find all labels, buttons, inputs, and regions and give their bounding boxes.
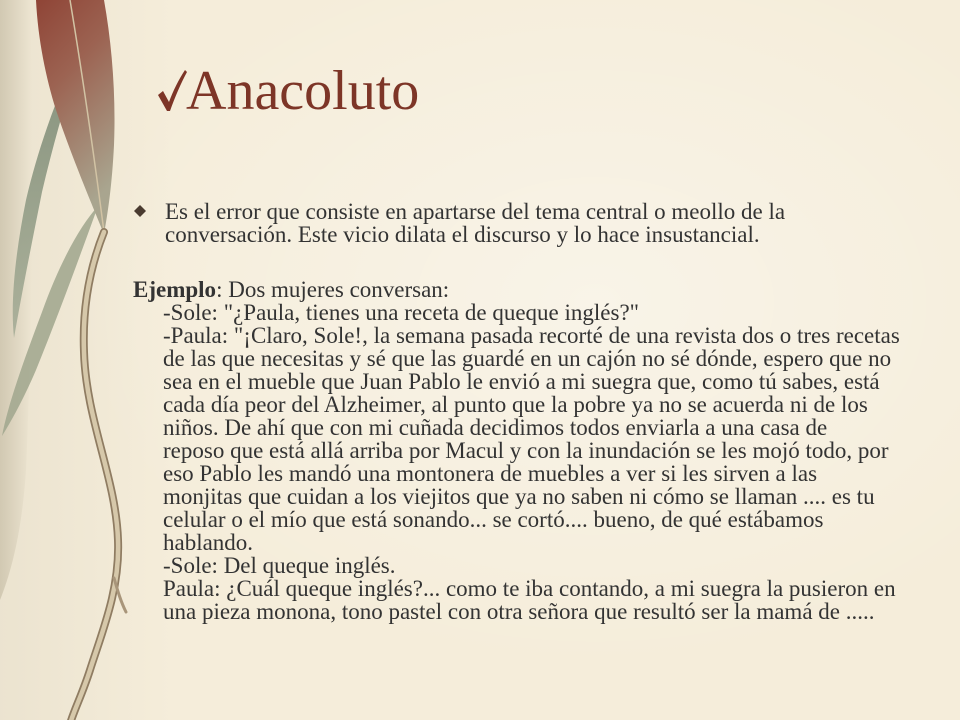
example-line: cada día peor del Alzheimer, al punto que la pobre ya no se acuerda ni de los <box>163 392 868 417</box>
example-line: monjitas que cuidan a los viejitos que ya no saben ni cómo se llaman .... es tu <box>163 484 875 509</box>
leaf-decoration <box>0 0 140 720</box>
example-line: reposo que está allá arriba por Macul y con la inundación se les mojó todo, por <box>163 438 889 463</box>
example-label: Ejemplo <box>133 277 217 302</box>
example-line: -Sole: "¿Paula, tienes una receta de queque inglés?" <box>163 300 640 325</box>
example-line: una pieza monona, tono pastel con otra señora que resultó ser la mamá de ..... <box>163 599 875 624</box>
example-line: celular o el mío que está sonando... se cortó.... bueno, de qué estábamos <box>163 507 824 532</box>
definition-line: conversación. Este vicio dilata el discurso y lo hace insustancial. <box>165 222 760 247</box>
stem-outline-shape <box>70 232 118 720</box>
example-block <box>133 278 900 623</box>
example-line: Paula: ¿Cuál queque inglés?... como te iba contando, a mi suegra la pusieron en <box>163 576 896 601</box>
example-heading <box>133 278 900 301</box>
definition-bullet <box>165 200 785 246</box>
diamond-bullet-icon <box>134 205 146 217</box>
example-line: hablando. <box>163 530 254 555</box>
example-intro: : Dos mujeres conversan: <box>216 277 450 302</box>
definition-line: Es el error que consiste en apartarse del tema central o meollo de la <box>165 199 786 224</box>
example-line: eso Pablo les mandó una montonera de muebles a ver si les sirven a las <box>163 461 818 486</box>
example-line: -Sole: Del queque inglés. <box>163 553 396 578</box>
example-line: de las que necesitas y sé que las guardé en un cajón no sé dónde, espero que no <box>163 346 892 371</box>
slide-title: Anacoluto <box>186 60 420 122</box>
example-line: niños. De ahí que con mi cuñada decidimos todos enviarla a una casa de <box>163 415 828 440</box>
check-icon <box>157 69 187 113</box>
example-line: -Paula: "¡Claro, Sole!, la semana pasada recorté de una revista dos o tres recetas <box>163 323 900 348</box>
example-line: sea en el mueble que Juan Pablo le envió a mi suegra que, como tú sabes, está <box>163 369 880 394</box>
